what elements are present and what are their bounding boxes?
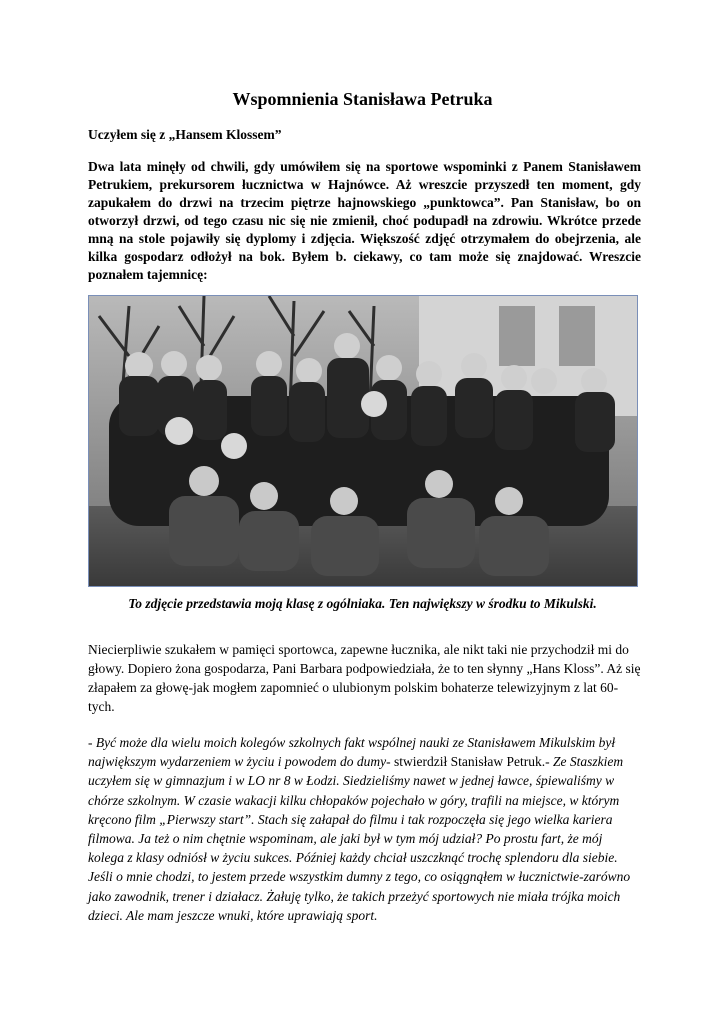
class-group-photo	[88, 295, 638, 587]
intro-paragraph: Dwa lata minęły od chwili, gdy umówiłem się na sportowe wspominki z Panem Stanisławem Petrukiem, prekursorem łucznictwa w Hajnówce. Aż wreszcie przyszedł ten moment, gdy zapukałem do drzwi na trzecim piętrze hajnowskiego „punktowca”. Pan Stanisław, bo on otworzył drzwi, od tego czasu nic się nie zmienił, choć podupadł na zdrowiu. Wkrótce przede mną na stole pojawiły się dyplomy i zdjęcia. Większość zdjęć otrzymałem do obejrzenia, ale kilka gospodarz odłożył na bok. Byłem b. ciekawy, co tam może się znajdować. Wreszcie poznałem tajemnicę:	[88, 159, 641, 282]
quote-paragraph	[88, 733, 641, 925]
body-paragraph: Niecierpliwie szukałem w pamięci sportowca, zapewne łucznika, ale nikt taki nie przychodził mi do głowy. Dopiero żona gospodarza, Pani Barbara podpowiedziała, że to ten słynny „Hans Kloss”. Aż się złapałem za głowę-jak mogłem zapomnieć o ulubionym polskim bohaterze telewizyjnym z lat 60-tych.	[88, 642, 641, 714]
quote-text: - Być może dla wielu moich kolegów szkolnych fakt wspólnej nauki ze Stanisławem Mikulskim był największym wydarzeniem w życiu i powodem do dumy	[88, 735, 616, 770]
quote-attribution: - stwierdził Stanisław Petruk.-	[386, 754, 550, 770]
quote-text-continued: Ze Staszkiem uczyłem się w gimnazjum i w LO nr 8 w Łodzi. Siedzieliśmy nawet w jednej ławce, śpiewaliśmy w chórze szkolnym. W czasie wakacji kilku chłopaków pojechało w góry, trafili na miejsce, w którym kręcono film „Pierwszy start”. Stach się załapał do filmu i tak rozpoczęła się jego wielka kariera filmowa. Ja też o nim chętnie wspominam, ale jaki był w tym mój udział? Po prostu fart, że mój kolega z klasy odniósł w życiu sukces. Później każdy chciał uszczknąć trochę splendoru dla siebie. Jeśli o mnie chodzi, to jestem przede wszystkim dumny z tego, co osiągnąłem w łucznictwie-zarówno jako zawodnik, trener i działacz. Żałuję tylko, że takich przeżyć sportowych nie miała trójka moich dzieci. Ale mam jeszcze wnuki, które uprawiają sport.	[88, 754, 631, 923]
page-title: Wspomnienia Stanisława Petruka	[232, 89, 493, 109]
photo-caption: To zdjęcie przedstawia moją klasę z ogólniaka. Ten największy w środku to Mikulski.	[128, 596, 597, 611]
article-subtitle: Uczyłem się z „Hansem Klossem”	[88, 127, 282, 142]
